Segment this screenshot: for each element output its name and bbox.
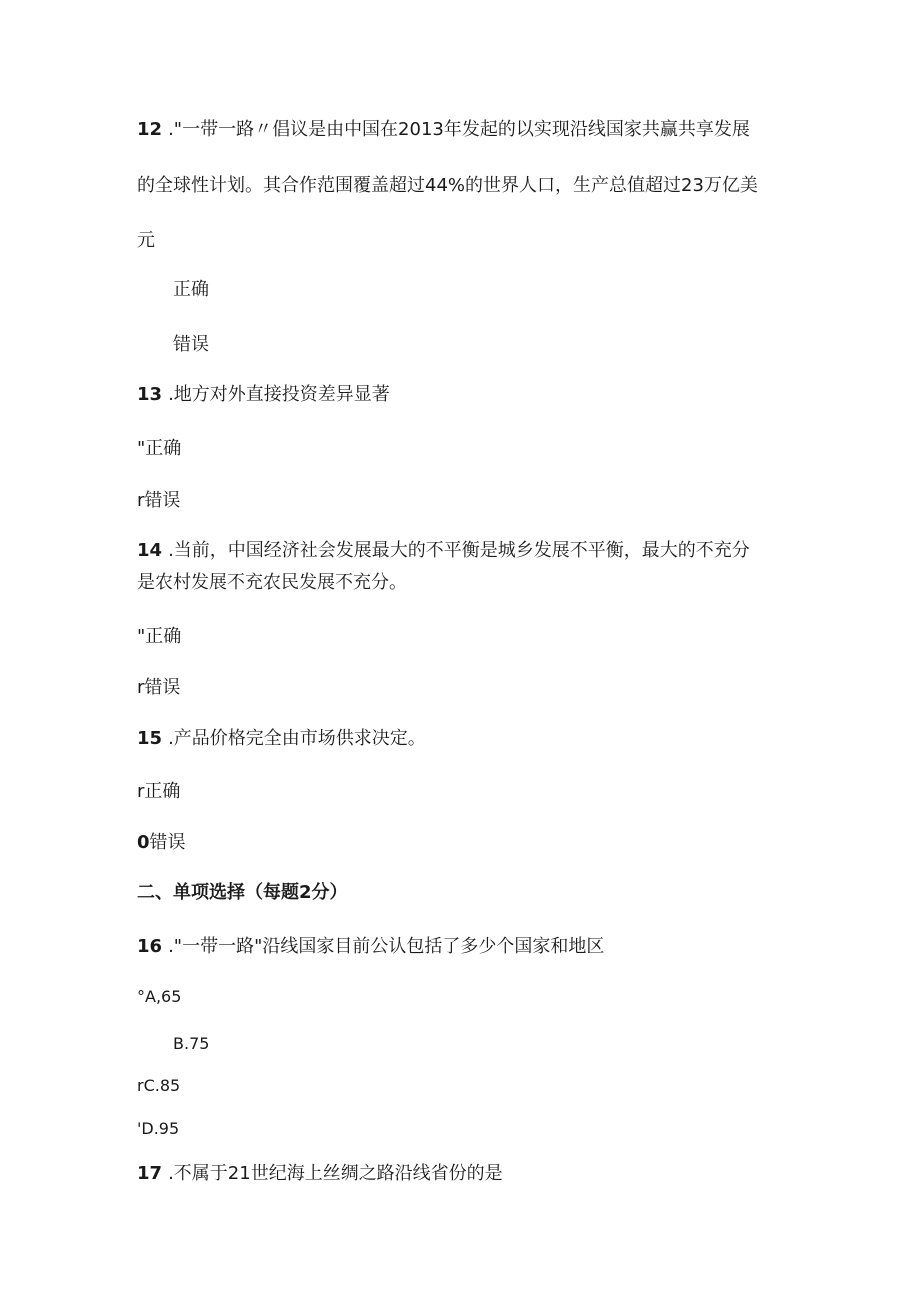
selected-mark: 0 (137, 832, 150, 853)
question-15 (137, 727, 426, 751)
question-number: 12 (137, 119, 163, 140)
option-d[interactable]: 'D.95 (137, 1119, 180, 1138)
option-b[interactable]: B.75 (173, 1034, 210, 1053)
question-text: ."一带一路"沿线国家目前公认包括了多少个国家和地区 (168, 936, 605, 957)
question-text-line-1: .当前，中国经济社会发展最大的不平衡是城乡发展不平衡，最大的不充分 (168, 540, 750, 561)
option-false[interactable] (137, 831, 186, 855)
question-number: 13 (137, 384, 163, 405)
option-false[interactable]: 错误 (173, 334, 209, 355)
question-text: .不属于21世纪海上丝绸之路沿线省份的是 (168, 1163, 503, 1184)
question-text-line-1: ."一带一路〃倡议是由中国在2013年发起的以实现沿线国家共赢共享发展 (168, 119, 750, 140)
question-14 (137, 539, 750, 563)
option-true[interactable]: "正确 (137, 626, 182, 647)
section-heading: 二、单项选择（每题2分） (137, 882, 348, 903)
question-number: 15 (137, 728, 163, 749)
option-true[interactable]: r正确 (137, 781, 181, 802)
question-text: .地方对外直接投资差异显著 (168, 384, 390, 405)
question-number: 14 (137, 540, 163, 561)
option-a[interactable]: °A,65 (137, 987, 182, 1006)
option-true[interactable]: "正确 (137, 438, 182, 459)
question-13 (137, 383, 390, 407)
question-number: 17 (137, 1163, 163, 1184)
question-16 (137, 935, 604, 959)
question-12-line-3: 元 (137, 230, 155, 251)
option-c[interactable]: rC.85 (137, 1076, 181, 1095)
question-14-line-2: 是农村发展不充农民发展不充分。 (137, 572, 407, 593)
question-12-line-2: 的全球性计划。其合作范围覆盖超过44%的世界人口，生产总值超过23万亿美 (137, 175, 758, 196)
question-17 (137, 1162, 503, 1186)
question-text: .产品价格完全由市场供求决定。 (168, 728, 426, 749)
option-false[interactable]: r错误 (137, 677, 181, 698)
option-label: 错误 (149, 832, 186, 853)
option-true[interactable]: 正确 (173, 279, 209, 300)
question-12 (137, 118, 750, 142)
question-number: 16 (137, 936, 163, 957)
option-false[interactable]: r错误 (137, 490, 181, 511)
